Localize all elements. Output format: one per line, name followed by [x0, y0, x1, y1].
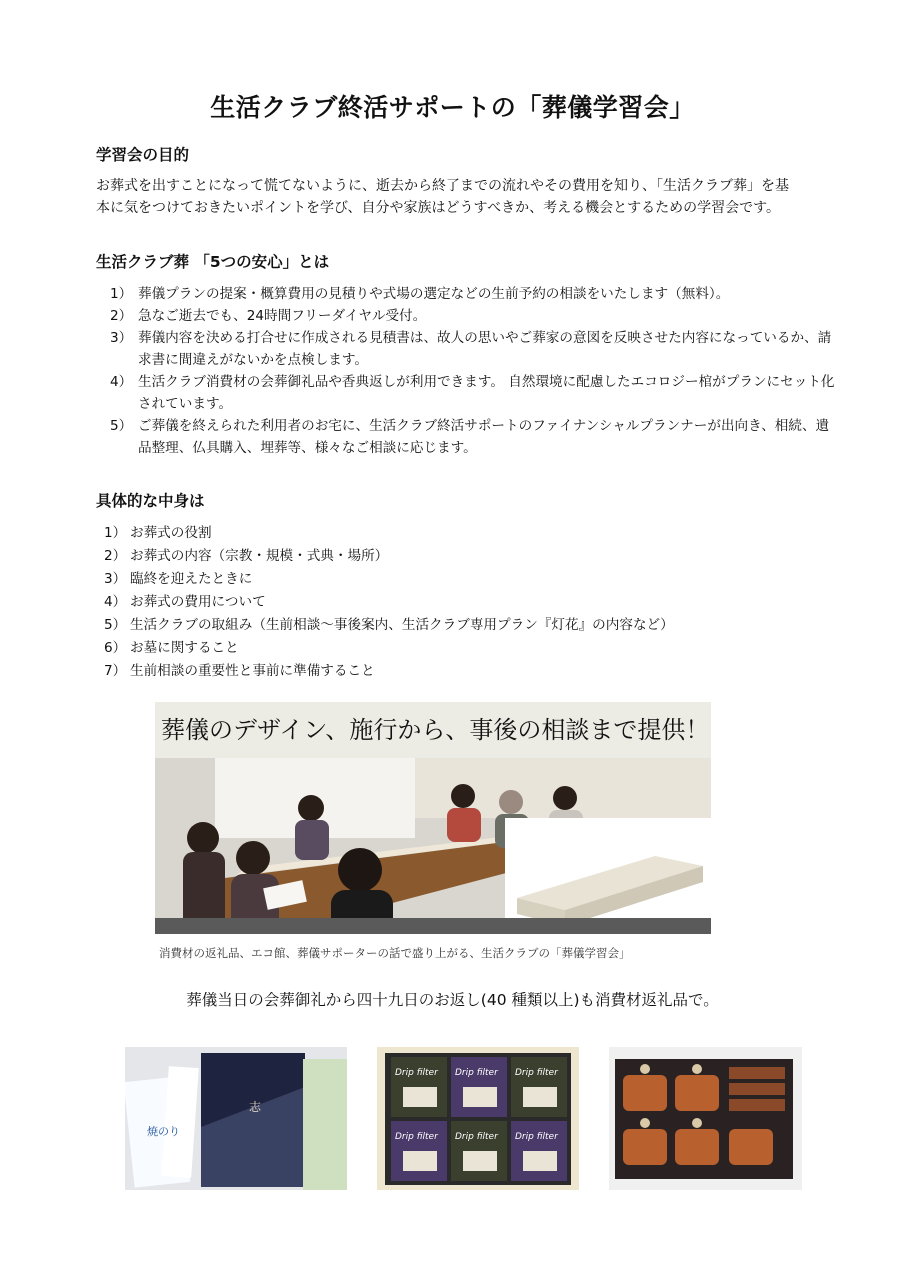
nakami-list	[104, 522, 804, 683]
food-gift-photo	[609, 1047, 802, 1190]
item-number: 5）	[110, 418, 133, 434]
list-item	[110, 415, 840, 459]
return-gift-note: 葬儀当日の会葬御礼から四十九日のお返し(40 種類以上)も消費材返礼品で。	[186, 991, 719, 1009]
item-number: 2）	[104, 548, 127, 564]
item-number: 4）	[110, 374, 133, 390]
photo-banner: 葬儀のデザイン、施行から、事後の相談まで提供！	[155, 702, 711, 758]
item-number: 7）	[104, 663, 127, 679]
item-text: お葬式の費用について	[130, 594, 266, 610]
item-text: お墓に関すること	[130, 640, 239, 656]
list-item	[104, 614, 804, 637]
nori-tea-gift-image	[125, 1047, 347, 1190]
item-number: 4）	[104, 594, 127, 610]
purpose-line-1: お葬式を出すことになって慌てないように、逝去から終了までの流れやその費用を知り、「生活クラブ葬」を基	[96, 178, 789, 194]
list-item	[104, 637, 804, 660]
study-meeting-photo	[155, 702, 711, 934]
list-item	[110, 305, 840, 327]
list-item	[104, 591, 804, 614]
anshin-heading: 生活クラブ葬 「5つの安心」とは	[96, 253, 330, 271]
anshin-list	[110, 283, 840, 459]
purpose-line-2: 本に気をつけておきたいポイントを学び、自分や家族はどうすべきか、考える機会とするための学習会です。	[96, 200, 781, 216]
purpose-paragraph	[96, 175, 836, 219]
item-text: 葬儀内容を決める打合せに作成される見積書は、故人の思いやご葬家の意図を反映させた内容になっているか、請求書に間違えがないかを点検します。	[138, 330, 832, 368]
item-text: お葬式の内容（宗教・規模・式典・場所）	[130, 548, 389, 564]
item-number: 3）	[104, 571, 127, 587]
food-gift-image	[609, 1047, 802, 1190]
nori-label: 焼のり	[147, 1125, 180, 1138]
drip-filter-label: Drip filter	[515, 1068, 558, 1078]
item-number: 3）	[110, 330, 133, 346]
item-text: 生活クラブ消費材の会葬御礼品や香典返しが利用できます。 自然環境に配慮したエコロジー棺がプランにセット化されています。	[138, 374, 835, 412]
drip-coffee-gift-image	[377, 1047, 579, 1190]
drip-filter-label: Drip filter	[455, 1068, 498, 1078]
drip-filter-label: Drip filter	[515, 1132, 558, 1142]
item-number: 5）	[104, 617, 127, 633]
item-number: 1）	[104, 525, 127, 541]
item-text: 臨終を迎えたときに	[130, 571, 253, 587]
list-item	[110, 283, 840, 305]
photo-caption: 消費材の返礼品、エコ館、葬儀サポーターの話で盛り上がる、生活クラブの「葬儀学習会」	[159, 946, 631, 960]
list-item	[104, 522, 804, 545]
kokorozashi-label: 志	[249, 1100, 262, 1114]
list-item	[104, 545, 804, 568]
item-text: 急なご逝去でも、24時間フリーダイヤル受付。	[138, 308, 427, 324]
list-item	[104, 568, 804, 591]
drip-filter-label: Drip filter	[395, 1132, 438, 1142]
nori-tea-gift-photo	[125, 1047, 347, 1190]
list-item	[104, 660, 804, 683]
nakami-heading: 具体的な中身は	[96, 492, 205, 510]
item-number: 2）	[110, 308, 133, 324]
item-text: 生活クラブの取組み（生前相談～事後案内、生活クラブ専用プラン『灯花』の内容など）	[130, 617, 674, 633]
item-text: お葬式の役割	[130, 525, 212, 541]
purpose-heading: 学習会の目的	[96, 146, 190, 164]
drip-coffee-gift-photo	[377, 1047, 579, 1190]
page-title: 生活クラブ終活サポートの「葬儀学習会」	[210, 93, 695, 122]
drip-filter-label: Drip filter	[455, 1132, 498, 1142]
item-text: 生前相談の重要性と事前に準備すること	[130, 663, 375, 679]
item-number: 6）	[104, 640, 127, 656]
meeting-scene-image	[155, 758, 711, 934]
list-item	[110, 327, 840, 371]
drip-filter-label: Drip filter	[395, 1068, 438, 1078]
item-text: 葬儀プランの提案・概算費用の見積りや式場の選定などの生前予約の相談をいたします（無料）。	[138, 286, 730, 302]
item-text: ご葬儀を終えられた利用者のお宅に、生活クラブ終活サポートのファイナンシャルプランナーが出向き、相続、遺品整理、仏具購入、埋葬等、様々なご相談に応じます。	[138, 418, 830, 456]
list-item	[110, 371, 840, 415]
item-number: 1）	[110, 286, 133, 302]
